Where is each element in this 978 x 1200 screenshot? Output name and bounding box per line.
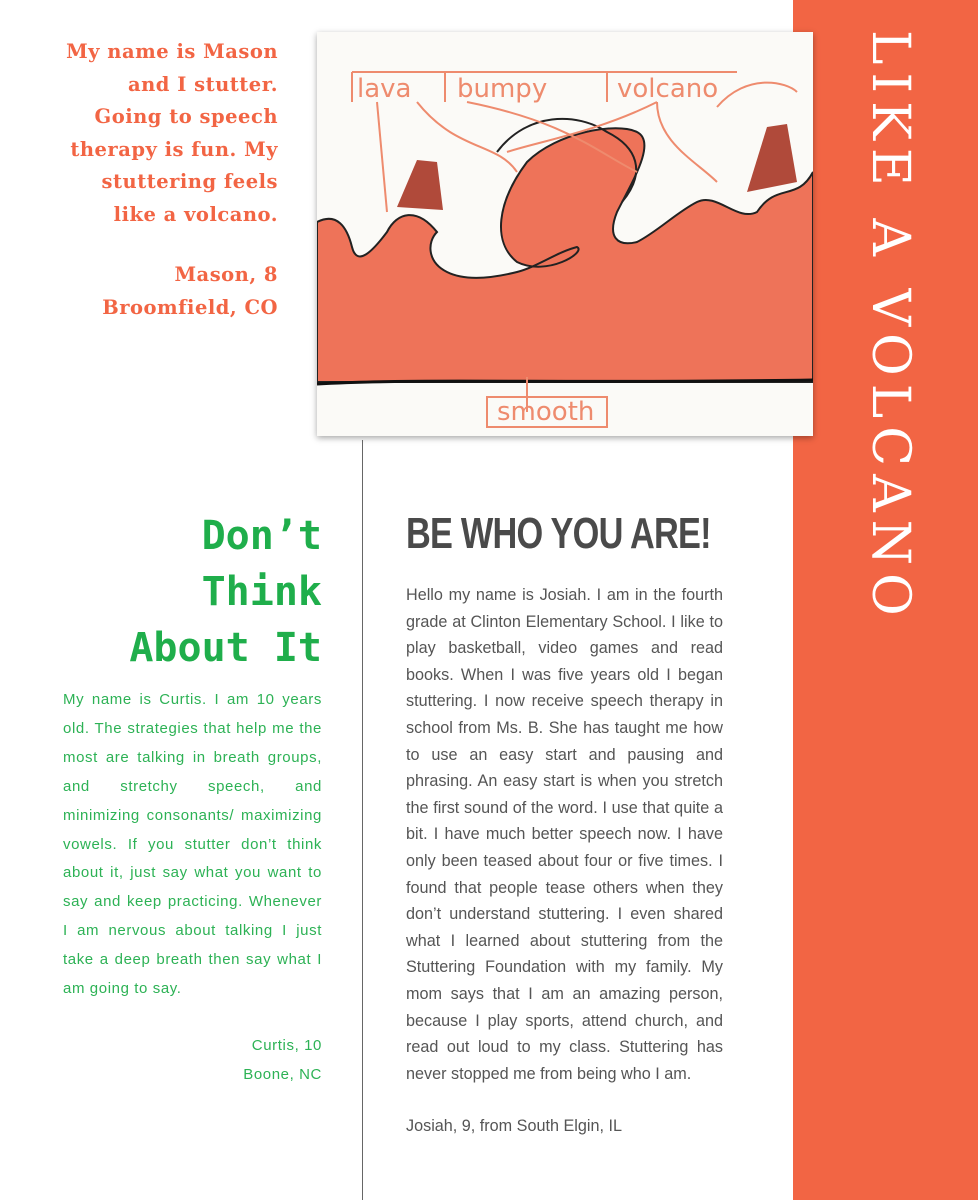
mason-quote-block (60, 36, 278, 324)
curtis-name: Curtis, 10 (251, 1036, 322, 1054)
drawing-lava-shape (317, 128, 813, 382)
curtis-heading-line3: About It (129, 625, 322, 671)
curtis-attribution (63, 1032, 322, 1090)
josiah-story (406, 582, 723, 1140)
side-title: LIKE A VOLCANO (860, 30, 920, 624)
drawing-label-volcano: volcano (617, 74, 719, 104)
drawing-label-lava: lava (357, 74, 412, 104)
josiah-body: Hello my name is Josiah. I am in the fourth grade at Clinton Elementary School. I like to play basketball, video games and read books. When I was five years old I began stuttering. I now receive speech therapy in school from Ms. B. She has taught me how to use an easy start and pausing and phrasing. An easy start is when you stretch the first sound of the word. I use that quite a bit. I have much better speech now. I have only been teased about four or five times. I found that people tease others when they don’t understand stuttering. I even shared what I learned about stuttering from the Stuttering Foundation with my family. My mom says that I am an amazing person, because I play sports, attend church, and read out loud to my class. Stuttering has never stopped me from being who I am. (406, 586, 723, 1083)
curtis-location: Boone, NC (243, 1065, 322, 1083)
curtis-heading (60, 508, 322, 676)
drawing-label-smooth: smooth (497, 397, 595, 427)
mason-location: Broomfield, CO (102, 295, 278, 319)
column-divider (362, 440, 363, 1200)
curtis-body: My name is Curtis. I am 10 years old. The strategies that help me the most are talking in breath groups, and stretchy speech, and minimizing consonants/ maximizing vowels. If you stutter don’t think about it, just say what you want to say and keep practicing. Whenever I am nervous about talking I just take a deep breath then say what I am going to say. (63, 691, 322, 998)
mason-quote: My name is Mason and I stutter. Going to speech therapy is fun. My stuttering feels like a volcano. (66, 40, 278, 226)
josiah-attribution: Josiah, 9, from South Elgin, IL (406, 1117, 622, 1136)
mason-name: Mason, 8 (174, 263, 278, 286)
curtis-heading-line2: Think (201, 569, 322, 615)
drawing-label-bumpy: bumpy (457, 74, 548, 104)
mason-attribution (60, 259, 278, 324)
curtis-story (63, 686, 322, 1090)
volcano-drawing (317, 32, 813, 436)
josiah-heading: BE WHO YOU ARE! (406, 509, 711, 558)
curtis-heading-line1: Don’t (201, 513, 322, 559)
